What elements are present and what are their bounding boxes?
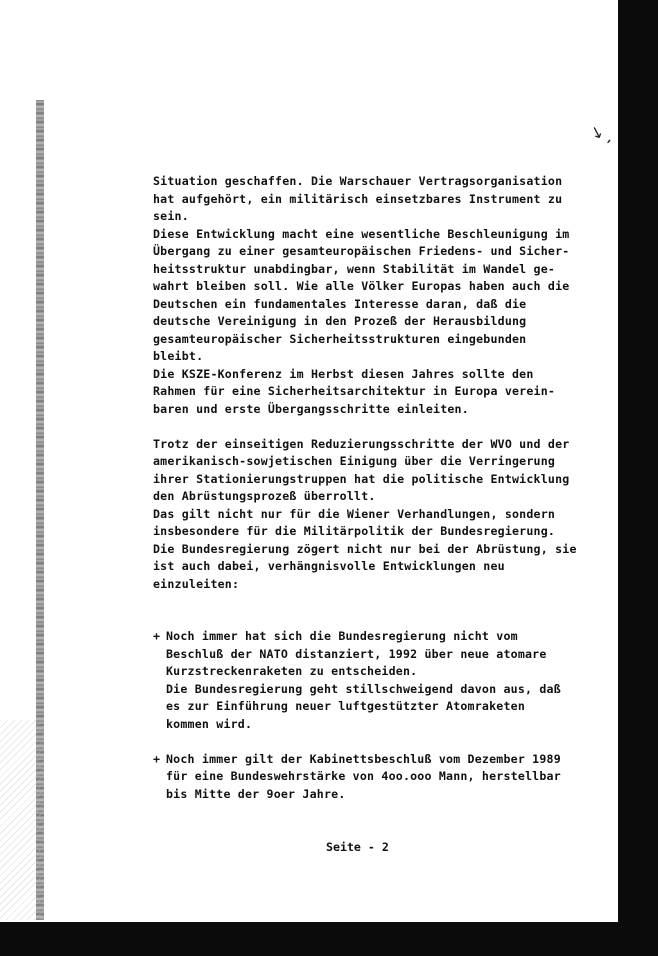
text-line: Noch immer gilt der Kabinettsbeschluß vom Dezember 1989 [166,751,561,766]
text-line: Die KSZE-Konferenz im Herbst diesen Jahres sollte den [153,366,534,381]
text-line: baren und erste Übergangsschritte einleiten. [153,401,469,416]
scan-left-noise [0,720,44,920]
scan-bottom-border [0,922,658,956]
text-line: Übergang zu einer gesamteuropäischen Friedens- und Sicher- [153,244,570,258]
text-line: einzuleiten: [153,576,240,591]
bullet-item-2 [153,751,573,804]
document-body [153,173,577,803]
paragraph-1 [153,173,573,418]
text-line: für eine Bundeswehrstärke von 4oo.ooo Mann, herstellbar [166,769,561,783]
text-line: ist auch dabei, verhängnisvolle Entwicklungen neu [153,559,505,573]
scan-top-margin [0,0,615,96]
text-line: hat aufgehört, ein militärisch einsetzbares Instrument zu [153,191,563,206]
text-line: bleibt. [153,349,204,363]
text-line: Kurzstreckenraketen zu entscheiden. [166,664,418,678]
text-line: heitsstruktur unabdingbar, wenn Stabilität im Wandel ge- [153,261,556,276]
text-line: den Abrüstungsprozeß überrollt. [153,489,376,503]
paragraph-gap [153,418,573,436]
text-line: Deutschen ein fundamentales Interesse daran, daß die [153,296,527,311]
text-line: sein. [153,209,189,223]
text-line: amerikanisch-sowjetischen Einigung über die Verringerung [153,454,556,468]
text-line: insbesondere für die Militärpolitik der Bundesregierung. [153,524,556,538]
scan-right-border [618,0,658,956]
text-line: Das gilt nicht nur für die Wiener Verhandlungen, sondern [153,506,556,521]
text-line: ihrer Stationierungstruppen hat die politische Entwicklung [153,471,570,486]
bullet-marker: + [153,629,161,643]
text-line: deutsche Vereinigung in den Prozeß der Herausbildung [153,314,527,328]
text-line: kommen wird. [166,716,253,731]
text-line: Diese Entwicklung macht eine wesentliche Beschleunigung im [153,226,570,241]
bullet-marker: + [153,751,161,766]
text-line: bis Mitte der 9oer Jahre. [166,786,346,801]
text-line: gesamteuropäischer Sicherheitsstrukturen eingebunden [153,331,527,346]
text-line: Trotz der einseitigen Reduzierungsschritte der WVO und der [153,436,570,451]
paragraph-gap [153,593,573,611]
text-line: es zur Einführung neuer luftgestützter Atomraketen [166,699,526,713]
paragraph-gap [153,733,573,751]
text-line: Rahmen für eine Sicherheitsarchitektur in Europa verein- [153,384,556,398]
text-line: Die Bundesregierung geht stillschweigend davon aus, daß [166,681,561,696]
text-line: Noch immer hat sich die Bundesregierung nicht vom [166,629,518,643]
text-line: wahrt bleiben soll. Wie alle Völker Europas haben auch die [153,279,570,293]
page-number: Seite - 2 [326,840,389,854]
corner-annotation: ↘ , [587,120,616,147]
bullet-item-1 [153,628,573,733]
text-line: Beschluß der NATO distanziert, 1992 über neue atomare [166,646,547,661]
paragraph-gap [153,611,573,629]
text-line: Die Bundesregierung zögert nicht nur bei der Abrüstung, sie [153,541,577,556]
paragraph-2 [153,436,577,594]
text-line: Situation geschaffen. Die Warschauer Vertragsorganisation [153,174,563,188]
